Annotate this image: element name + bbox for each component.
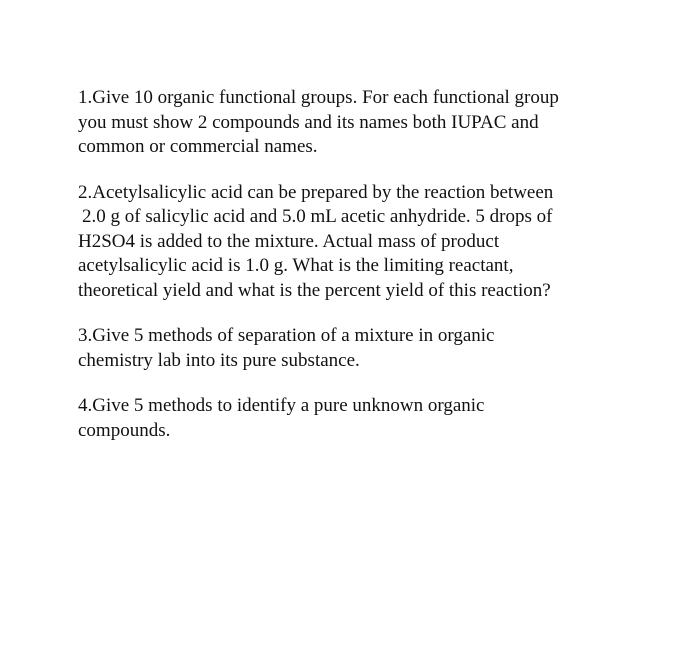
question-2-line: 2.0 g of salicylic acid and 5.0 mL acetic anhydride. 5 drops of bbox=[82, 206, 553, 227]
question-2-line: H2SO4 is added to the mixture. Actual mass of product bbox=[78, 230, 500, 252]
question-2 bbox=[78, 181, 678, 304]
question-3-line: chemistry lab into its pure substance. bbox=[78, 349, 360, 371]
question-1-line: common or commercial names. bbox=[78, 136, 318, 157]
question-4 bbox=[78, 394, 678, 443]
question-2-line: acetylsalicylic acid is 1.0 g. What is the limiting reactant, bbox=[78, 255, 514, 276]
question-2-line: 2.Acetylsalicylic acid can be prepared by the reaction between bbox=[78, 181, 554, 203]
question-4-line: 4.Give 5 methods to identify a pure unknown organic bbox=[78, 395, 485, 416]
question-1-line: you must show 2 compounds and its names both IUPAC and bbox=[78, 111, 539, 133]
question-4-line: compounds. bbox=[78, 419, 171, 441]
question-1-line: 1.Give 10 organic functional groups. For each functional group bbox=[78, 87, 559, 108]
question-2-line: theoretical yield and what is the percent yield of this reaction? bbox=[78, 279, 551, 301]
question-3 bbox=[78, 324, 678, 373]
question-document bbox=[78, 86, 678, 443]
question-1 bbox=[78, 86, 678, 160]
question-3-line: 3.Give 5 methods of separation of a mixture in organic bbox=[78, 325, 495, 346]
